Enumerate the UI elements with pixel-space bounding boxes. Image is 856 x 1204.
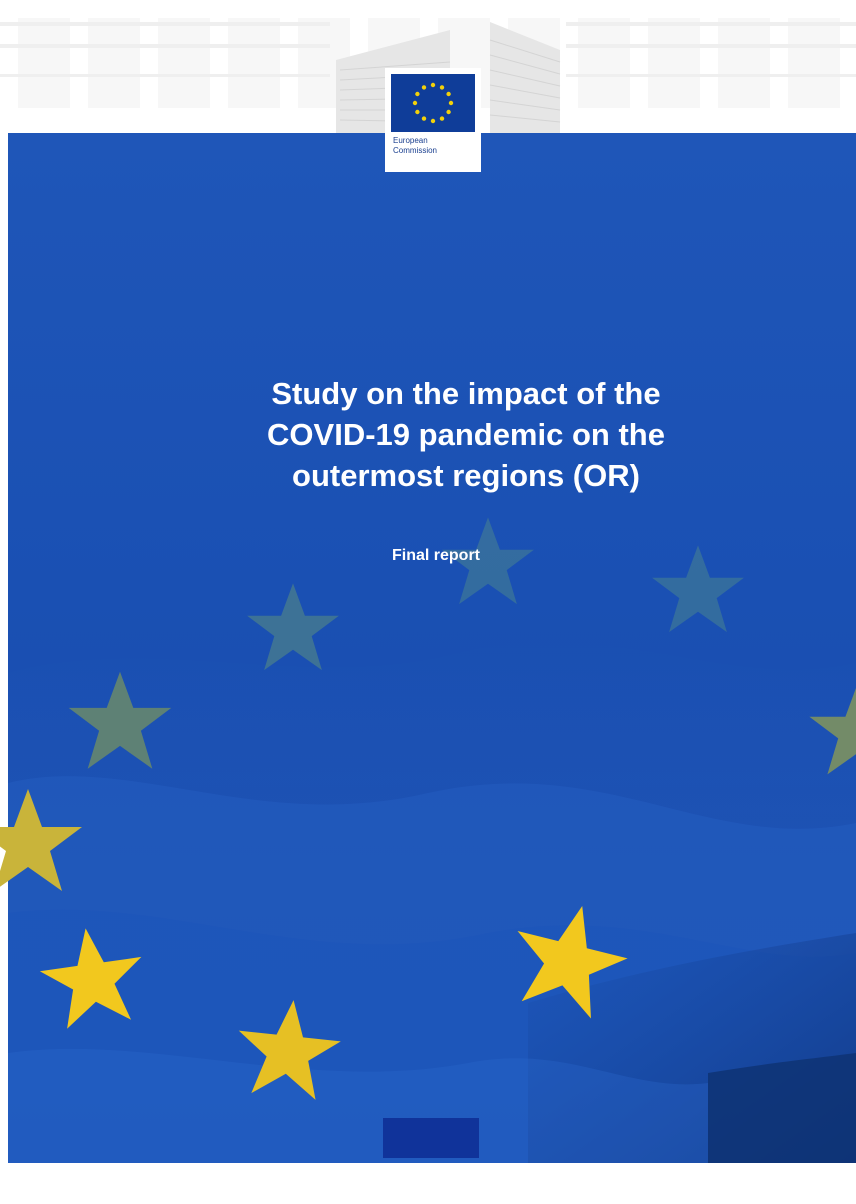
logo-text-line: Commission: [393, 146, 438, 155]
logo-wordmark: [393, 136, 477, 156]
logo-text-line: European: [393, 136, 428, 145]
star-icon: [35, 921, 150, 1031]
report-credits: [118, 1180, 199, 1204]
star-icon: [652, 545, 744, 632]
star-icon: [809, 683, 856, 775]
report-subtitle: Final report: [391, 547, 480, 564]
report-title: [198, 373, 734, 496]
star-icon: [69, 672, 172, 769]
date-line: October 2021: [118, 1192, 179, 1203]
author-line: Written by Ecorys: [118, 1180, 199, 1191]
report-title-line: outermost regions (OR): [292, 458, 640, 493]
star-icons: [8, 133, 856, 1163]
star-icon: [0, 789, 82, 891]
cover-panel: [8, 133, 856, 1203]
report-title-line: Study on the impact of the: [271, 376, 661, 411]
european-commission-logo: [385, 68, 481, 172]
eu-flag-icon: [391, 74, 475, 132]
bottom-colour-tab: [383, 1118, 479, 1158]
star-icon: [247, 583, 339, 670]
star-icon: [501, 892, 637, 1023]
star-icon: [232, 995, 344, 1102]
report-title-line: COVID-19 pandemic on the: [267, 417, 665, 452]
